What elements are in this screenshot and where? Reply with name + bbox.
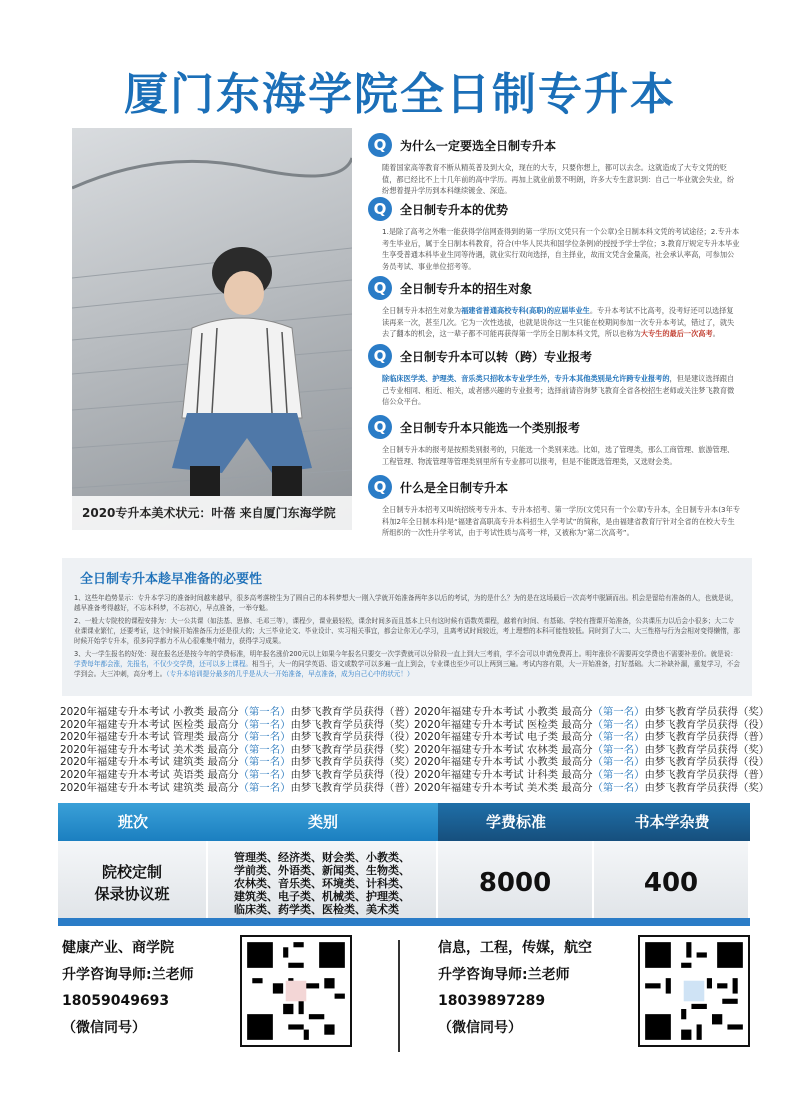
results-right	[414, 706, 770, 794]
qr-code-right[interactable]	[638, 935, 750, 1047]
contact-advisor: 升学咨询导师:兰老师	[62, 966, 194, 983]
table-cell-categories: 管理类、经济类、财会类、小教类、 学前类、外语类、新闻类、生物类、 农林类、音乐类、环境类、计科类、 建筑类、电子类、机械类、护理类、 临床类、药学类、医检类、美术类	[208, 841, 438, 925]
qa-block-why	[368, 132, 740, 197]
prep-item: 2、一般大专院校的课程安排为：大一公共课（如法基、思修、毛邓三等），课程少，课业最轻松，课余时间多而且基本上只有这时候有语数英课程，越着有时间、有基础、学校有搜课开始准备，公共课压力以后会小很多；大二专业课课业繁忙，还要考证，这个时候开始准备压力还是很大的；大三毕业论文、毕业设计、实习相关事宜，都会让你无心学习，且离考试时间较近，考上理想的本科可能性较低。同时到了大二、大三性格与行为会相对变得懒惰，那时候开始学专升本，很多同学都力不从心很难集中精力，获得学习成果。	[74, 617, 740, 645]
qa-body: 随着国家高等教育不断从精英普及到大众，现在的大专，只要你想上，都可以去念。这就造成了大专文凭的贬值，都已经比不上十几年前的高中学历。再加上就业前景不明朗，许多大专生意识到：自己一毕业就会失业，纷纷想着提升学历到本科继续镀金、深造。	[382, 163, 735, 195]
contact-phone: 18039897289	[438, 993, 546, 1009]
qa-title: 全日制专升本只能选一个类别报考	[400, 420, 581, 435]
qa-block-target	[368, 275, 740, 340]
contact-left	[62, 935, 194, 1041]
qa-block-advantages	[368, 196, 740, 272]
q-icon: Q	[368, 276, 392, 300]
result-line: 2020年福建专升本考试 小教类 最高分（第一名）由梦飞教育学员获得（役）	[414, 756, 770, 769]
q-icon: Q	[368, 415, 392, 439]
result-line: 2020年福建专升本考试 医检类 最高分（第一名）由梦飞教育学员获得（役）	[414, 718, 770, 731]
result-line: 2020年福建专升本考试 小教类 最高分（第一名）由梦飞教育学员获得（奖）	[414, 706, 770, 718]
result-line: 2020年福建专升本考试 医检类 最高分（第一名）由梦飞教育学员获得（奖）	[60, 718, 416, 731]
table-underline	[58, 918, 750, 926]
contact-dept: 健康产业、商学院	[62, 940, 174, 956]
contact-divider	[398, 940, 400, 1052]
page-title: 厦门东海学院全日制专升本	[124, 69, 676, 120]
contact-wechat: （微信同号）	[62, 1019, 146, 1036]
qa-title: 全日制专升本的招生对象	[400, 281, 533, 296]
q-icon: Q	[368, 133, 392, 157]
qa-body: 全日制专升本招考又叫统招统考专升本、专升本招考、第一学历(文凭只有一个公章)专升本，全日制专升本(3年专科加2年全日制本科)是“福建省高职高专升本科招生入学考试”的简称，是由福建省教育厅针对全省的在校大专生所组织的一次性升学考试，由于考试性质与高考一样，又被称为“第二次高考”。	[382, 505, 740, 537]
contact-phone: 18059049693	[62, 993, 170, 1009]
prep-section	[62, 558, 752, 696]
result-line: 2020年福建专升本考试 小教类 最高分（第一名）由梦飞教育学员获得（普）	[60, 706, 416, 718]
contact-right	[438, 935, 592, 1041]
qa-block-what-is	[368, 474, 740, 539]
table-header-books: 书本学杂费	[594, 803, 750, 841]
prep-title: 全日制专升本趁早准备的必要性	[80, 572, 263, 587]
contact-wechat: （微信同号）	[438, 1019, 522, 1036]
result-line: 2020年福建专升本考试 管理类 最高分（第一名）由梦飞教育学员获得（役）	[60, 731, 416, 744]
table-cell-books: 400	[594, 841, 750, 925]
result-line: 2020年福建专升本考试 电子类 最高分（第一名）由梦飞教育学员获得（普）	[414, 731, 770, 744]
qa-title: 全日制专升本的优势	[400, 202, 509, 217]
table-header-category: 类别	[208, 803, 438, 841]
student-photo	[72, 128, 352, 530]
table-header-class: 班次	[58, 803, 208, 841]
table-cell-class: 院校定制 保录协议班	[58, 841, 208, 925]
qa-title: 全日制专升本可以转（跨）专业报考	[400, 349, 593, 364]
result-line: 2020年福建专升本考试 建筑类 最高分（第一名）由梦飞教育学员获得（普）	[60, 781, 416, 794]
qa-block-one-category	[368, 414, 740, 467]
qa-body: 全日制专升本的报考是按照类别报考的，只能选一个类别来选。比如，选了管理类，那么工商管理、旅游管理、工程管理、物流管理等管理类别里所有专业都可以报考，但是不能既选管理类，又选财会类。	[382, 445, 735, 466]
photo-caption: 2020专升本美术状元：叶蓓 来自厦门东海学院	[72, 496, 352, 530]
contact-dept: 信息，工程，传媒，航空	[438, 940, 592, 956]
result-line: 2020年福建专升本考试 农林类 最高分（第一名）由梦飞教育学员获得（奖）	[414, 743, 770, 756]
qa-block-cross-major	[368, 343, 740, 408]
qa-title: 为什么一定要选全日制专升本	[400, 138, 557, 153]
qa-body: 1.是除了高考之外唯一能获得学信网查得到的第一学历(文凭只有一个公章)全日制本科文凭的考试途径；2.专升本考生毕业后，属于全日制本科教育，符合(中华人民共和国学位条例)的授授予学士学位；3.教育厅规定专升本毕业生享受普通本科毕业生同等待遇，就业实行双向选择，自主择业，故而文凭含金量高，社会承认率高，可参加公务员考试、事业单位招考等。	[382, 227, 740, 271]
result-line: 2020年福建专升本考试 建筑类 最高分（第一名）由梦飞教育学员获得（奖）	[60, 756, 416, 769]
contact-advisor: 升学咨询导师:兰老师	[438, 966, 570, 983]
result-line: 2020年福建专升本考试 美术类 最高分（第一名）由梦飞教育学员获得（奖）	[414, 781, 770, 794]
table-header-tuition: 学费标准	[438, 803, 594, 841]
prep-item: 3、大一学生报名的好处：现在报名还是按今年的学费标准，明年报名涨价200元以上如果今年报名只要交一次学费就可以分阶段一直上到大三考前，学不会可以申请免费再上。明年涨价不需要再交学费也不需要补差价。就是说：学费每年都会涨，先报名，不仅少交学费，还可以多上课程。相当于，大一的同学英语、语文或数学可以多遍一直上到会，专业课也至少可以上两到三遍。考试内容有限，大一开始准备，打好基础。大二补缺补漏，重复学习，不会学到会。大三冲刺，高分考上。（专升本培训提分最多的几乎是从大一开始准备，早点准备，成为自己心中的状元！）	[74, 650, 740, 678]
qa-body: 全日制专升本招生对象为福建省普通高校专科(高职)的应届毕业生。专升本考试不比高考，没考好还可以选择复读再来一次，甚至几次。它为一次性选拔，也就是说你这一生只能在校期间参加一次专升本考试，错过了，就失去了翻本的机会，这一辈子都不可能再获得第一学历全日制本科文凭，所以也称为大专生的最后一次高考。	[382, 306, 735, 338]
table-cell-tuition: 8000	[438, 841, 594, 925]
prep-item: 1、这些年趋势显示：专升本学习的准备时间越来越早，很多高考落榜生为了圆自己的本科梦想大一刚入学就开始准备两年多以后的考试，为的是什么？为的是在这场最后一次高考中脱颖而出。机会是留给有准备的人，也就是说，越早准备考得越好，不忘本科梦，不忘初心，早点准备，一举夺魁。	[74, 594, 738, 612]
result-line: 2020年福建专升本考试 美术类 最高分（第一名）由梦飞教育学员获得（奖）	[60, 743, 416, 756]
tuition-table	[58, 803, 750, 925]
q-icon: Q	[368, 197, 392, 221]
q-icon: Q	[368, 475, 392, 499]
qr-code-left[interactable]	[240, 935, 352, 1047]
results-left	[60, 706, 416, 794]
result-line: 2020年福建专升本考试 计科类 最高分（第一名）由梦飞教育学员获得（普）	[414, 768, 770, 781]
stairs-image	[72, 128, 352, 530]
qa-body: 除临床医学类、护理类、音乐类只招收本专业学生外，专升本其他类别是允许跨专业报考的，但是建议选择跟自己专业相同、相近、相关，或者感兴趣的专业报考；选择前请咨询梦飞教育全省各校招生老师或关注梦飞教育微信公众平台。	[382, 374, 735, 406]
qa-title: 什么是全日制专升本	[400, 480, 509, 495]
q-icon: Q	[368, 344, 392, 368]
result-line: 2020年福建专升本考试 英语类 最高分（第一名）由梦飞教育学员获得（役）	[60, 768, 416, 781]
